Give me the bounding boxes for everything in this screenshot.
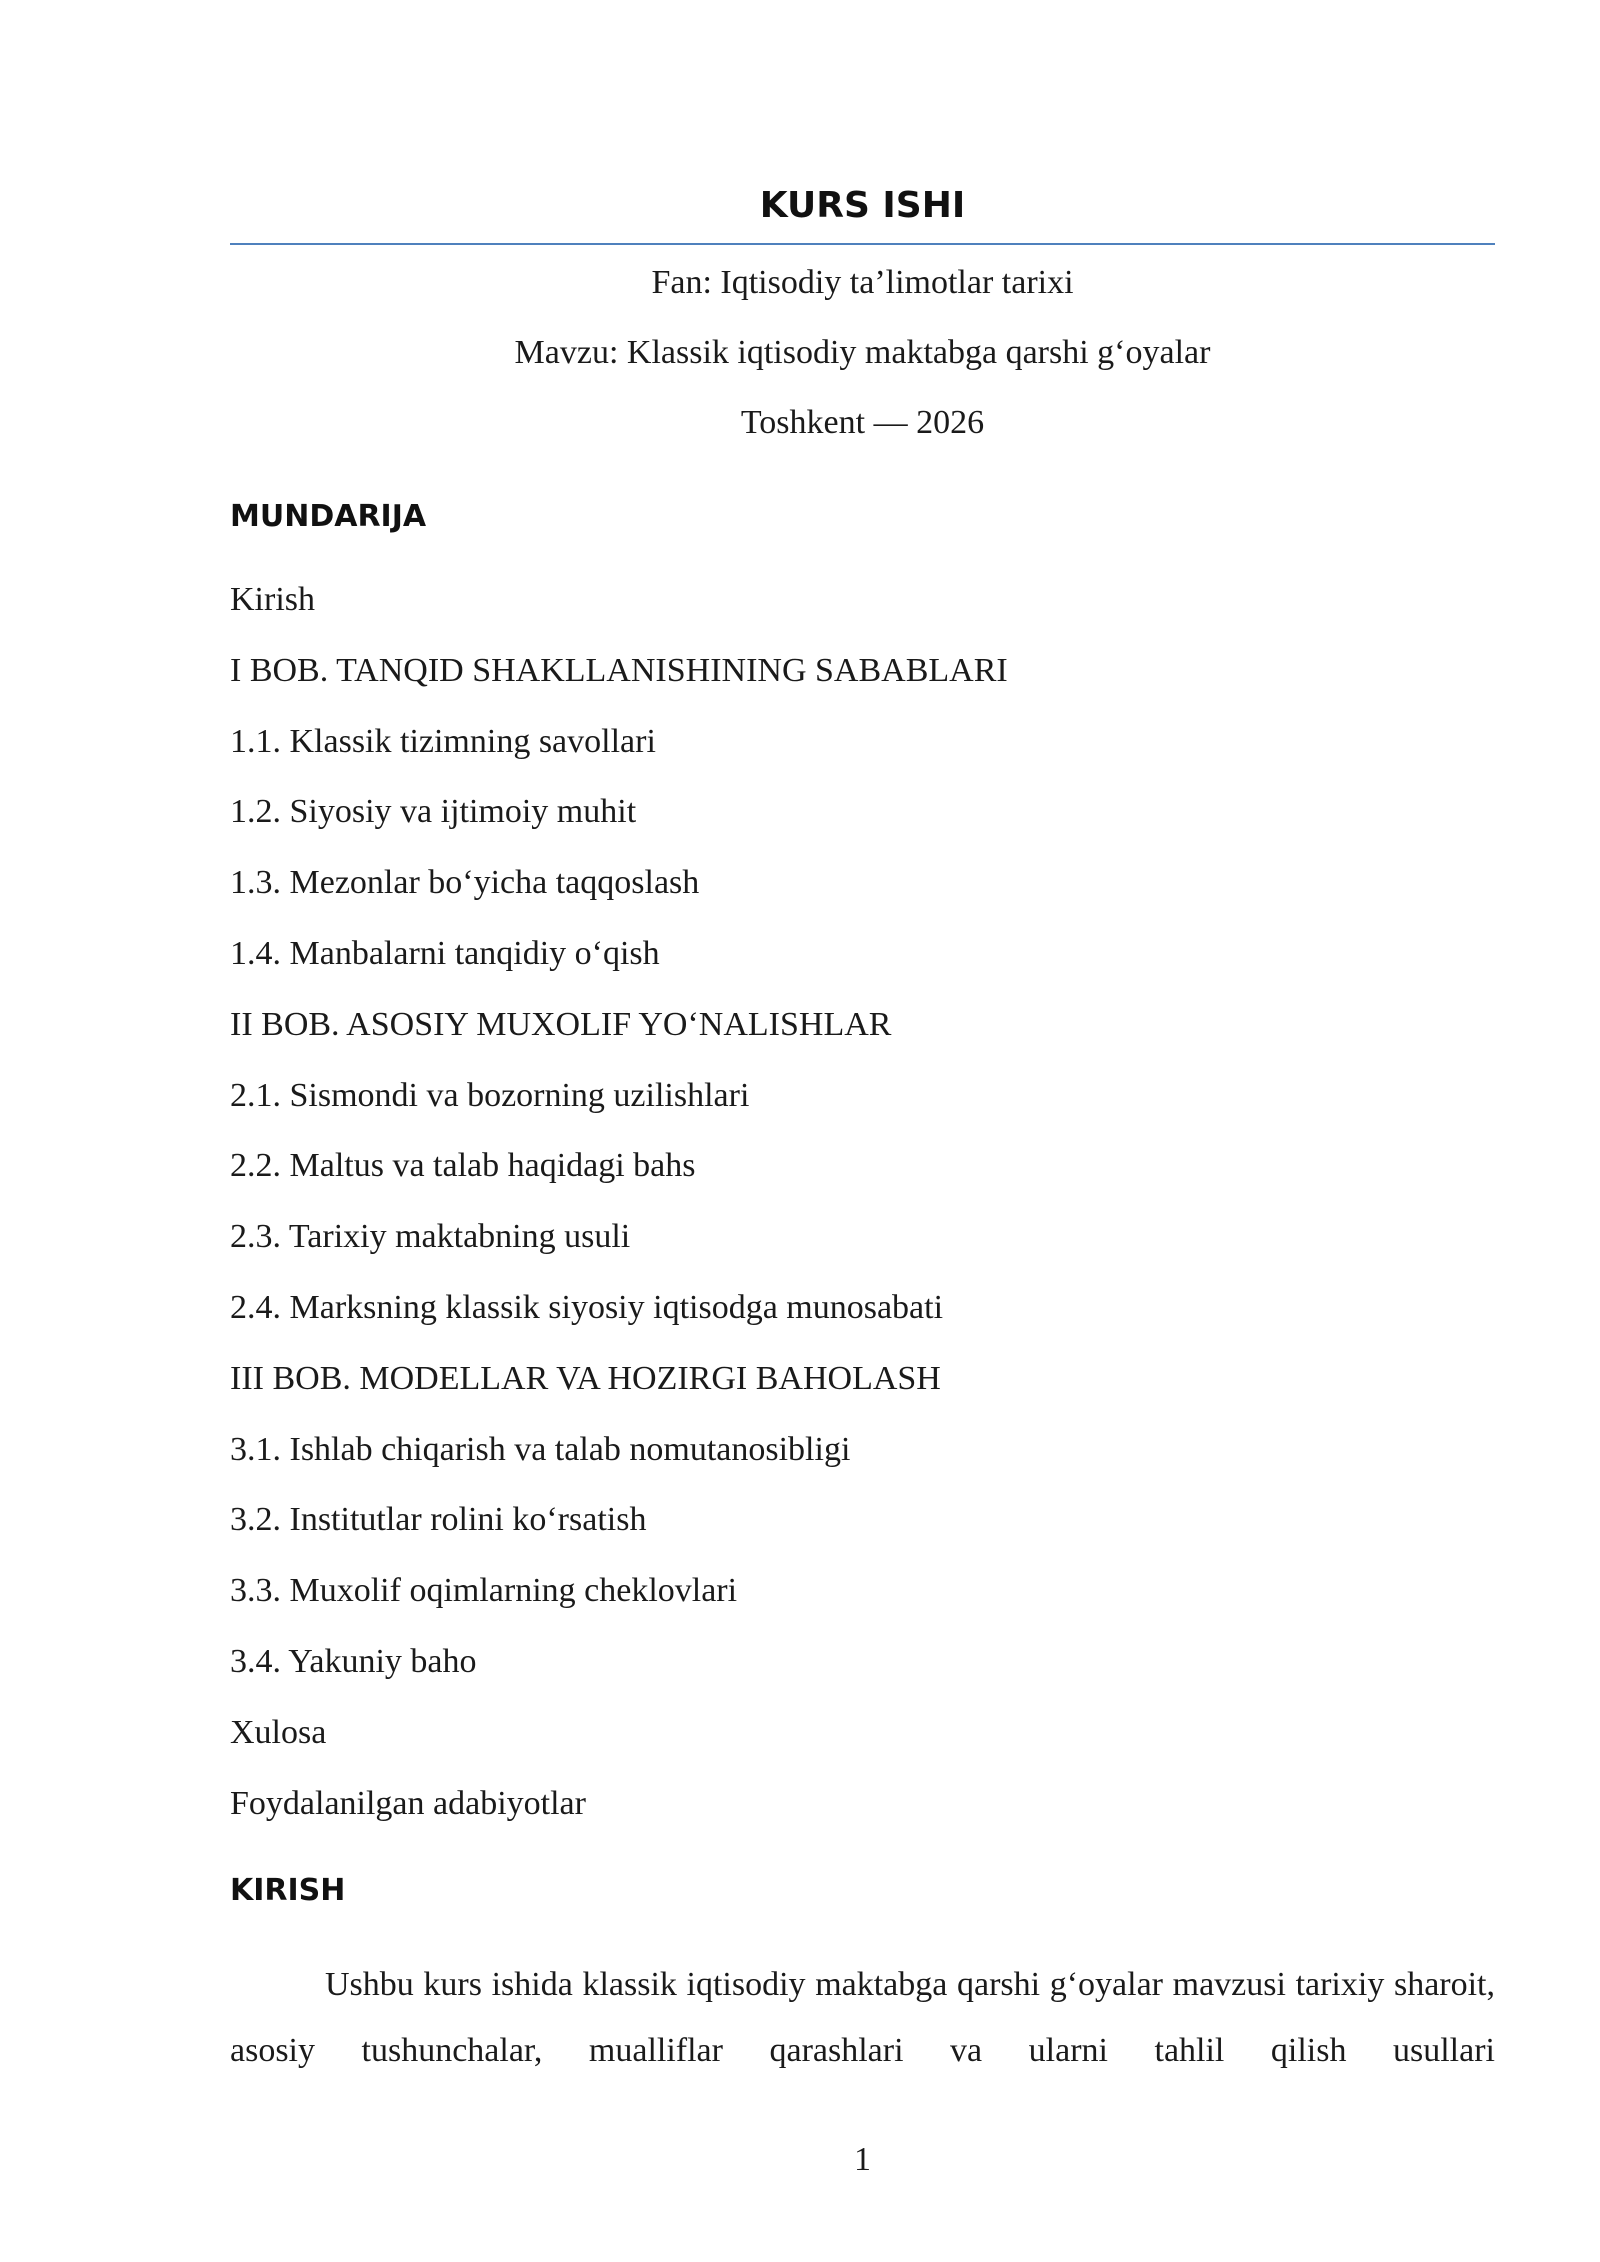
toc-item: II BOB. ASOSIY MUXOLIF YO‘NALISHLAR <box>230 1005 892 1043</box>
toc-item: 3.4. Yakuniy baho <box>230 1642 477 1680</box>
toc-item: 2.4. Marksning klassik siyosiy iqtisodga munosabati <box>230 1288 944 1326</box>
place-year-line: Toshkent — 2026 <box>740 404 985 441</box>
document-title: KURS ISHI <box>759 185 966 226</box>
title-underline <box>230 243 1495 245</box>
toc-item: 3.2. Institutlar rolini ko‘rsatish <box>230 1501 647 1539</box>
intro-heading: KIRISH <box>230 1873 346 1908</box>
toc-item: Kirish <box>230 581 315 618</box>
toc-item: 1.4. Manbalarni tanqidiy o‘qish <box>230 934 660 972</box>
toc-item: 1.2. Siyosiy va ijtimoiy muhit <box>230 793 637 831</box>
topic-line: Mavzu: Klassik iqtisodiy maktabga qarshi g‘oyalar <box>514 334 1211 371</box>
toc-item: Xulosa <box>230 1713 327 1751</box>
toc-item: I BOB. TANQID SHAKLLANISHINING SABABLARI <box>230 651 1008 689</box>
toc-item: 3.1. Ishlab chiqarish va talab nomutanosibligi <box>230 1430 851 1468</box>
toc-heading: MUNDARIJA <box>230 499 427 534</box>
subject-line: Fan: Iqtisodiy ta’limotlar tarixi <box>651 264 1074 301</box>
toc-item: 1.3. Mezonlar bo‘yicha taqqoslash <box>230 864 700 902</box>
toc-item: 2.3. Tarixiy maktabning usuli <box>230 1218 631 1256</box>
table-of-contents <box>230 574 1495 1848</box>
toc-item: Foydalanilgan adabiyotlar <box>230 1784 586 1822</box>
toc-item: 2.2. Maltus va talab haqidagi bahs <box>230 1147 696 1185</box>
page-number: 1 <box>854 2141 871 2178</box>
toc-item: 1.1. Klassik tizimning savollari <box>230 722 656 760</box>
toc-item: 3.3. Muxolif oqimlarning cheklovlari <box>230 1572 738 1610</box>
toc-item: III BOB. MODELLAR VA HOZIRGI BAHOLASH <box>230 1359 941 1397</box>
intro-paragraph: Ushbu kurs ishida klassik iqtisodiy maktabga qarshi g‘oyalar mavzusi tarixiy sharoit, asosiy tushunchalar, mualliflar qarashlari va ularni tahlil qilish usullari <box>230 1966 1495 2069</box>
toc-item: 2.1. Sismondi va bozorning uzilishlari <box>230 1076 750 1114</box>
